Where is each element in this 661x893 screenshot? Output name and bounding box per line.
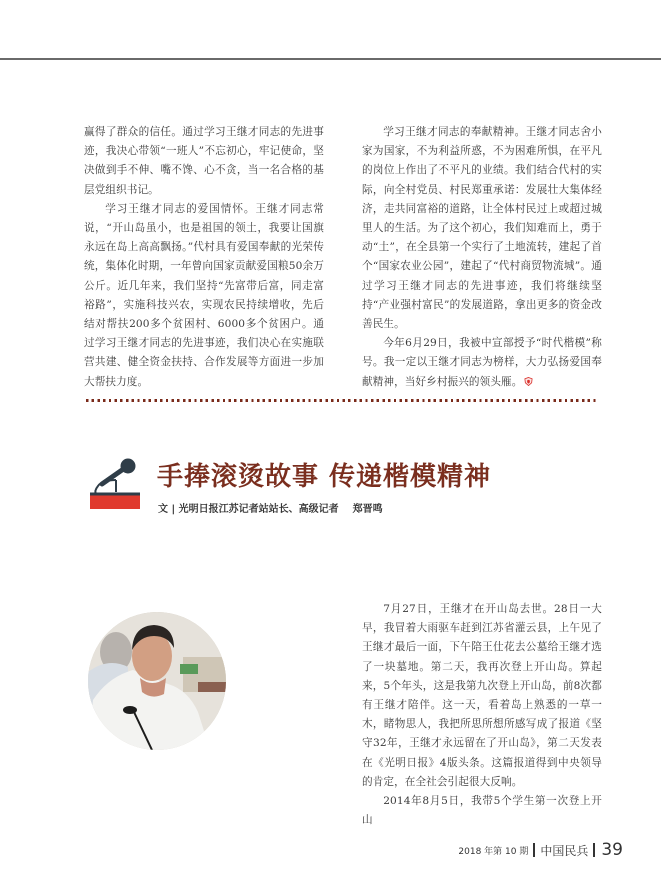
article-title: 手捧滚烫故事 传递楷模精神 xyxy=(157,462,492,492)
magazine-name: 中国民兵 xyxy=(540,843,589,858)
paragraph: 学习王继才同志的爱国情怀。王继才同志常说，“开山岛虽小，也是祖国的领土，我要让国旗永远在岛上高高飘扬。”代村具有爱国奉献的光荣传统，集体化时期，一年曾向国家贡献爱国粮50余万公斤。近几年来，我们坚持“先富带后富，同走富裕路”，实施科技兴农，实现农民持续增收，先后结对帮扶200多个贫困村、6000多个贫困户。通过学习王继才同志的先进事迹，我们决心在实施联营共建、健全资金扶持、合作发展等方面进一步加大帮扶力度。 xyxy=(84,202,324,388)
section-divider xyxy=(86,399,598,402)
portrait-illustration xyxy=(88,612,226,750)
portrait-photo xyxy=(88,612,226,750)
paragraph: 2014年8月5日，我带5个学生第一次登上开山 xyxy=(362,795,602,827)
shield-end-mark-icon xyxy=(524,377,533,386)
byline xyxy=(158,500,383,515)
page-number: 39 xyxy=(601,840,623,860)
page-footer xyxy=(458,840,623,860)
header-rule xyxy=(0,58,661,60)
paragraph: 学习王继才同志的奉献精神。王继才同志舍小家为国家，不为利益所惑，不为困难所惧，在平凡的岗位上作出了不平凡的业绩。我们结合代村的实际，向全村党员、村民郑重承诺：发展壮大集体经济，走共同富裕的道路，让全体村民过上或超过城里人的生活。为了这个初心，我们知难而上，勇于动“土”，在全县第一个实行了土地流转，建起了首个“国家农业公园”，建起了“代村商贸物流城”。通过学习王继才同志的先进事迹，我们将继续坚持“产业强村富民”的发展道路，拿出更多的资金改善民生。 xyxy=(362,126,602,331)
microphone-podium-icon xyxy=(88,458,144,510)
article2-body-column xyxy=(362,600,602,830)
footer-separator xyxy=(593,843,595,857)
paragraph: 赢得了群众的信任。通过学习王继才同志的先进事迹，我决心带领“一班人”不忘初心，牢记使命，坚决做到手不伸、嘴不馋、心不贪，当一名合格的基层党组织书记。 xyxy=(84,126,324,196)
article1-left-column xyxy=(84,123,324,392)
paragraph: 7月27日，王继才在开山岛去世。28日一大早，我冒着大雨驱车赶到江苏省灌云县，上午见了王继才最后一面，下午陪王仕花去公墓给王继才选了一块墓地。第二天，我再次登上开山岛。算起来，5个年头，这是我第九次登上开山岛，前8次都有王继才陪伴。这一天，看着岛上熟悉的一草一木，睹物思人，我把所思所想所感写成了报道《坚守32年，王继才永远留在了开山岛》，第二天发表在《光明日报》4版头条。这篇报道得到中央领导的肯定，在全社会引起很大反响。 xyxy=(362,603,602,788)
byline-author: 郑晋鸣 xyxy=(352,504,383,515)
issue-label: 2018 年第 10 期 xyxy=(458,846,529,857)
paragraph-text: 今年6月29日，我被中宣部授予“时代楷模”称号。我一定以王继才同志为榜样，大力弘扬爱国奉献精神，当好乡村振兴的领头雁。 xyxy=(362,337,602,388)
footer-separator xyxy=(533,843,535,857)
byline-role: 文 | 光明日报江苏记者站站长、高级记者 xyxy=(158,504,339,515)
article1-right-column xyxy=(362,123,602,392)
paragraph-last xyxy=(362,334,602,392)
